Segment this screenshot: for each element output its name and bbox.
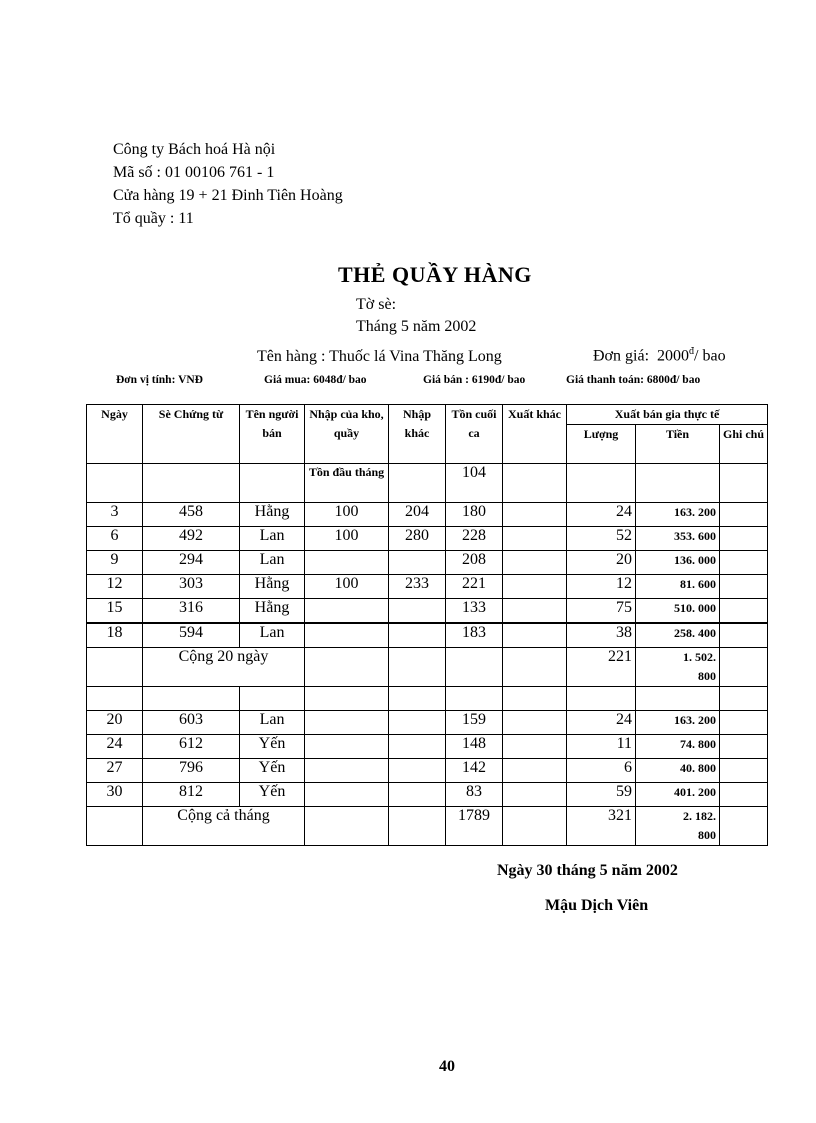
counter-card-table [86,404,768,846]
col-header-voucher: Sè Chứng từ [143,405,240,464]
table-row: 27 796 Yến 142 6 40. 800 [87,759,768,783]
table-row: 3 458 Hằng 100 204 180 24 163. 200 [87,503,768,527]
table-row: 20 603 Lan 159 24 163. 200 [87,711,768,735]
col-header-date: Ngày [87,405,143,464]
col-header-closing-stock: Tồn cuối ca [446,405,503,464]
store-address: Cửa hàng 19 + 21 Đinh Tiên Hoàng [113,187,343,204]
table-row: 6 492 Lan 100 280 228 52 353. 600 [87,527,768,551]
counter-group: Tổ quầy : 11 [113,210,194,227]
col-header-import-other: Nhập khác [389,405,446,464]
company-code: Mã số : 01 00106 761 - 1 [113,164,275,181]
table-row: 12 303 Hằng 100 233 221 12 81. 600 [87,575,768,599]
opening-stock: 104 [446,464,503,503]
table-row: 15 316 Hằng 133 75 510. 000 [87,599,768,624]
col-header-export-other: Xuất khác [503,405,567,464]
col-header-amount: Tiền [636,425,720,464]
subtotal-label: Cộng 20 ngày [143,648,305,687]
company-name: Công ty Bách hoá Hà nội [113,141,276,158]
sheet-number: Tờ sè: [356,296,397,313]
selling-price: Giá bán : 6190đ/ bao [423,374,526,386]
table-row: 18 594 Lan 183 38 258. 400 [87,623,768,648]
period: Tháng 5 năm 2002 [356,318,477,335]
col-header-seller: Tên người bán [240,405,305,464]
col-header-import-warehouse: Nhập của kho, quầy [305,405,389,464]
col-header-sales: Xuất bán gia thực tế [567,405,768,425]
purchase-price: Giá mua: 6048đ/ bao [264,374,367,386]
total-quantity: 321 [567,807,636,846]
table-row: 30 812 Yến 83 59 401. 200 [87,783,768,807]
total-label: Cộng cả tháng [143,807,305,846]
subtotal-amount: 1. 502. 800 [636,648,720,687]
total-stock: 1789 [446,807,503,846]
settlement-price: Giá thanh toán: 6800đ/ bao [566,374,701,386]
opening-label: Tồn đầu tháng [305,464,389,503]
table-row: 24 612 Yến 148 11 74. 800 [87,735,768,759]
col-header-note: Ghi chú [720,425,768,464]
table-row: 9 294 Lan 208 20 136. 000 [87,551,768,575]
product-name: Tên hàng : Thuốc lá Vina Thăng Long [257,348,502,365]
page-title: THẺ QUẦY HÀNG [338,262,532,287]
page-number: 40 [439,1058,455,1075]
unit-of-measure: Đơn vị tính: VNĐ [116,374,203,386]
table-header-row [87,405,768,425]
blank-row [87,687,768,711]
unit-price: Đơn giá: $2000^đ/$ bao [593,346,726,365]
col-header-quantity: Lượng [567,425,636,464]
total-amount: 2. 182. 800 [636,807,720,846]
total-row [87,807,768,846]
signature-date: Ngày 30 tháng 5 năm 2002 [497,862,678,879]
subtotal-row [87,648,768,687]
opening-balance-row [87,464,768,503]
subtotal-quantity: 221 [567,648,636,687]
signer-title: Mậu Dịch Viên [545,897,649,914]
